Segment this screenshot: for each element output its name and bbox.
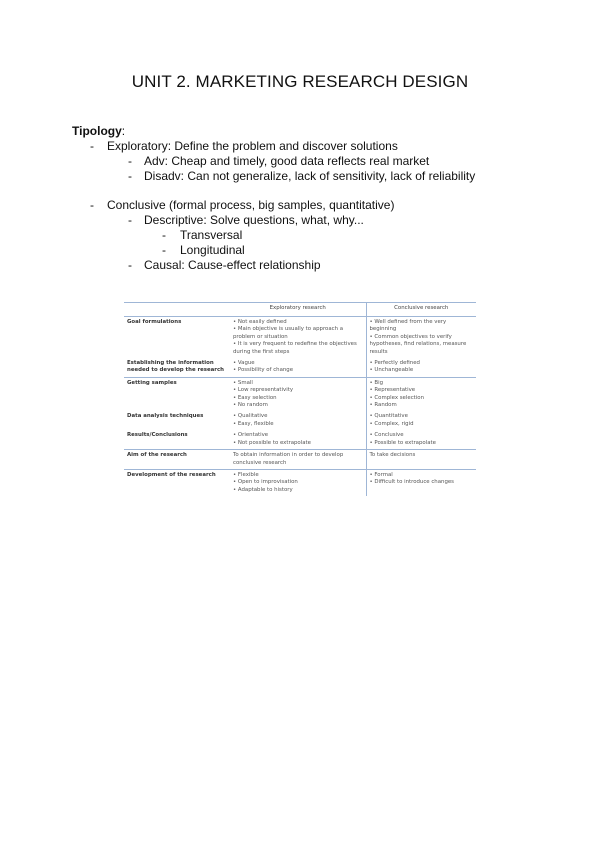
cell-line: • Big — [369, 379, 384, 386]
list-item-descriptive — [72, 213, 542, 228]
tipology-section — [72, 124, 542, 273]
cell-line: • Perfectly defined — [369, 360, 420, 367]
tipology-colon: : — [121, 124, 126, 138]
cell-line: • Formal — [369, 471, 393, 478]
exploratory-cell — [230, 450, 366, 470]
cell-line: • Vague — [233, 360, 255, 367]
conclusive-cell — [366, 411, 476, 430]
conclusive-cell — [366, 377, 476, 411]
cell-line: • Random — [369, 402, 397, 409]
cell-line: • Easy, flexible — [233, 420, 274, 427]
table-row — [124, 450, 476, 470]
aspect-cell: Data analysis techniques — [127, 413, 204, 420]
list-item-transversal — [72, 228, 542, 243]
cell-line: • Easy selection — [233, 394, 277, 401]
cell-line: To obtain information in order to develop conclusive research — [233, 452, 344, 466]
cell-line: • Conclusive — [369, 432, 404, 439]
conclusive-cell — [366, 317, 476, 359]
tipology-heading: Tipology — [72, 124, 122, 138]
aspect-cell: Establishing the information needed to develop the research — [127, 360, 224, 374]
cell-line: • Complex selection — [369, 394, 424, 401]
exploratory-cell — [230, 469, 366, 496]
table-row — [124, 411, 476, 430]
cell-line: • Small — [233, 379, 253, 386]
aspect-cell: Aim of the research — [124, 450, 230, 470]
header-cell-aspect — [124, 303, 230, 317]
exploratory-cell — [230, 411, 366, 430]
conclusive-label: Conclusive (formal process, big samples, quantitative) — [107, 198, 395, 212]
cell-line: • Possibility of change — [233, 367, 294, 374]
exploratory-cell — [230, 377, 366, 411]
conclusive-cell — [366, 469, 476, 496]
page-title: UNIT 2. MARKETING RESEARCH DESIGN — [131, 72, 469, 91]
table-row — [124, 430, 476, 449]
cell-line: • Possible to extrapolate — [369, 439, 436, 446]
longitudinal-label: Longitudinal — [180, 243, 245, 257]
bullet-dash: - — [128, 258, 132, 272]
cell-line: • Well defined from the very beginning — [369, 319, 447, 333]
cell-line: • Qualitative — [233, 413, 268, 420]
list-item-conclusive — [72, 198, 542, 213]
cell-line: • Unchangeable — [369, 367, 414, 374]
table-row — [124, 317, 476, 359]
exploratory-adv: Adv: Cheap and timely, good data reflects real market — [144, 154, 430, 168]
conclusive-descriptive: Descriptive: Solve questions, what, why... — [144, 213, 364, 227]
exploratory-cell — [230, 317, 366, 359]
cell-line: • Adaptable to history — [233, 486, 293, 493]
cell-line: • Not easily defined — [233, 319, 287, 325]
cell-line: • Quantitative — [369, 413, 408, 420]
cell-line: • Complex, rigid — [369, 420, 414, 427]
cell-line: • Main objective is usually to approach a problem or situation — [233, 326, 344, 340]
list-item-causal — [72, 258, 542, 273]
table-row — [124, 358, 476, 377]
conclusive-cell — [366, 358, 476, 377]
list-item-disadv — [72, 169, 542, 184]
bullet-dash: - — [162, 228, 166, 242]
conclusive-causal: Causal: Cause-effect relationship — [144, 258, 321, 272]
cell-line: • Open to improvisation — [233, 479, 298, 486]
bullet-dash: - — [90, 139, 94, 153]
exploratory-label: Exploratory: Define the problem and discover solutions — [107, 139, 398, 153]
list-item-exploratory — [72, 139, 542, 154]
bullet-dash: - — [128, 213, 132, 227]
bullet-dash: - — [90, 198, 94, 212]
cell-line: • Representative — [369, 387, 416, 394]
cell-line: • Difficult to introduce changes — [369, 479, 454, 486]
exploratory-disadv: Disadv: Can not generalize, lack of sensitivity, lack of reliability — [144, 169, 476, 183]
aspect-cell: Development of the research — [124, 469, 230, 496]
comparison-table — [124, 302, 476, 496]
table-header-row — [124, 303, 476, 317]
conclusive-cell — [366, 450, 476, 470]
comparison-table-image — [124, 302, 476, 528]
cell-line: • Common objectives to verify hypotheses, find relations, measure results — [369, 333, 467, 355]
cell-line: • It is very frequent to redefine the objectives during the first steps — [233, 341, 357, 355]
list-item-longitudinal — [72, 243, 542, 258]
aspect-cell: Results/Conclusions — [127, 432, 188, 439]
tipology-heading-row — [72, 124, 542, 139]
cell-line: To take decisions — [369, 452, 416, 459]
bullet-dash: - — [128, 154, 132, 168]
table-row — [124, 377, 476, 411]
cell-line: • Not possible to extrapolate — [233, 439, 311, 446]
cell-line: • No random — [233, 402, 268, 409]
cell-line: • Flexible — [233, 471, 259, 478]
aspect-cell: Goal formulations — [127, 319, 182, 325]
header-cell-exploratory: Exploratory research — [230, 303, 366, 317]
table-row — [124, 469, 476, 496]
list-item-adv — [72, 154, 542, 169]
header-cell-conclusive: Conclusive research — [366, 303, 476, 317]
aspect-cell: Getting samples — [124, 377, 230, 411]
bullet-dash: - — [128, 169, 132, 183]
conclusive-cell — [366, 430, 476, 449]
exploratory-cell — [230, 430, 366, 449]
cell-line: • Low representativity — [233, 387, 294, 394]
exploratory-cell — [230, 358, 366, 377]
bullet-dash: - — [162, 243, 166, 257]
cell-line: • Orientative — [233, 432, 269, 439]
transversal-label: Transversal — [180, 228, 243, 242]
